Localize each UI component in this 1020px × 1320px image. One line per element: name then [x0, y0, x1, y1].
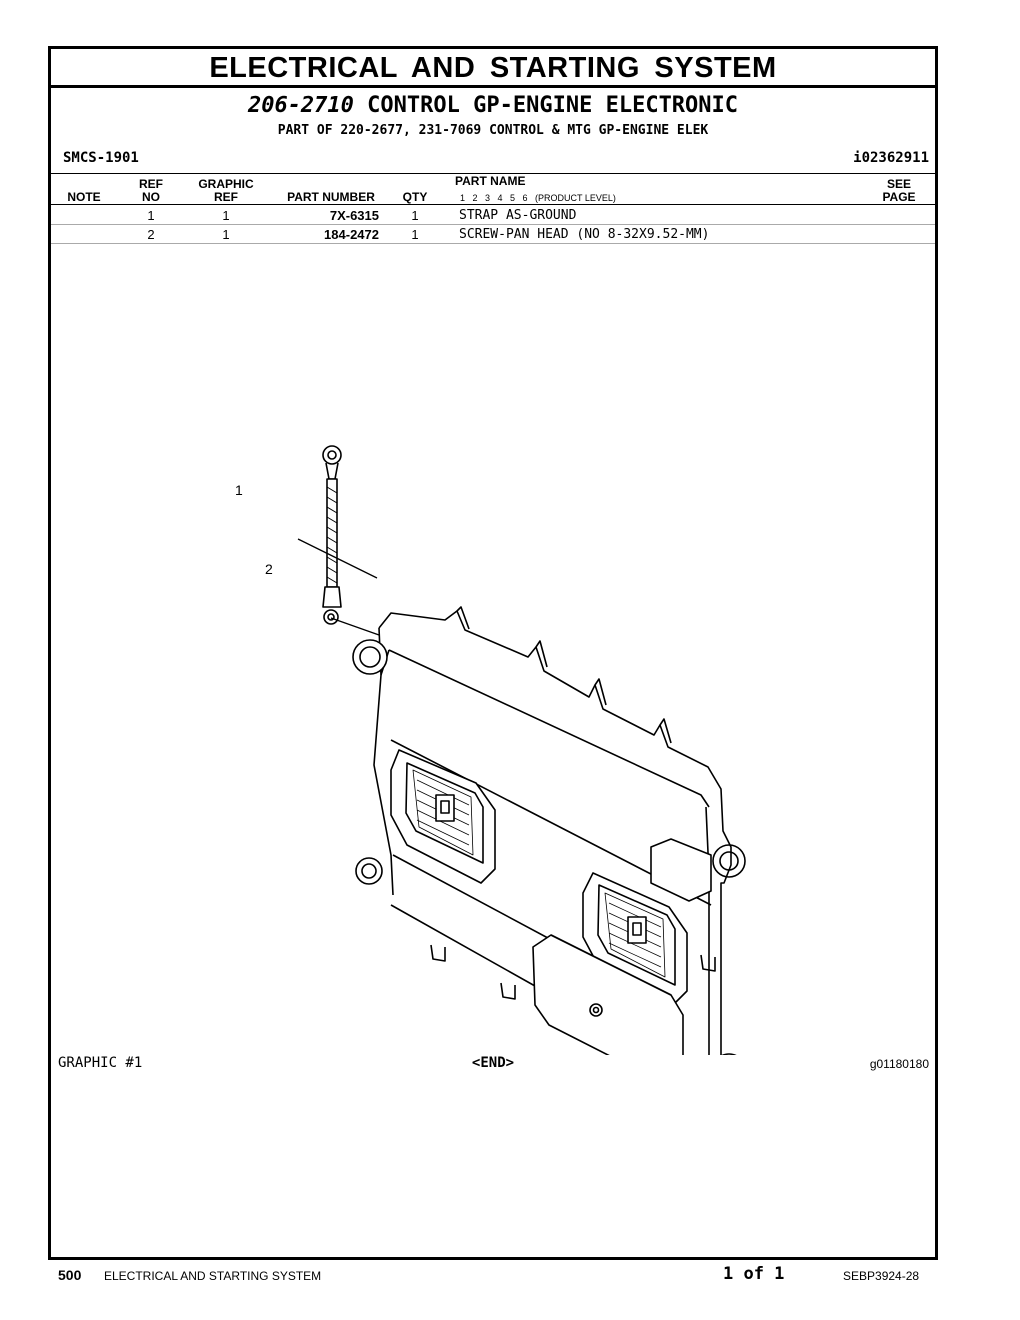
- row-divider: [51, 243, 935, 244]
- col-see-bottom: PAGE: [882, 190, 916, 204]
- row-part-name: STRAP AS-GROUND: [459, 208, 577, 223]
- row-graphic-ref: 1: [222, 227, 230, 242]
- group-title: [51, 93, 935, 118]
- group-name: CONTROL GP-ENGINE ELECTRONIC: [367, 93, 739, 118]
- row-part-name: SCREW-PAN HEAD (NO 8-32X9.52-MM): [459, 227, 710, 242]
- row-part-number: 184-2472: [324, 227, 379, 242]
- row-qty: 1: [411, 208, 419, 223]
- callout-2-leader: [331, 618, 379, 635]
- smcs-code: SMCS-1901: [63, 150, 139, 166]
- illustration-id: i02362911: [853, 150, 929, 166]
- page-frame: [48, 46, 938, 1260]
- col-part-name: PART NAME: [455, 174, 526, 188]
- row-qty: 1: [411, 227, 419, 242]
- end-marker: <END>: [471, 1055, 515, 1071]
- row-graphic-ref: 1: [222, 208, 230, 223]
- col-graphic-bottom: REF: [214, 190, 238, 204]
- col-part-number: PART NUMBER: [287, 190, 375, 204]
- table-header-rule: [51, 204, 935, 205]
- group-part-number: 206-2710: [247, 93, 354, 118]
- col-note: NOTE: [67, 190, 101, 204]
- col-qty: QTY: [402, 190, 428, 204]
- ecm-illustration: [231, 435, 771, 1055]
- pan-head-screw: [324, 610, 338, 624]
- product-level: 1 2 3 4 5 6 (PRODUCT LEVEL): [460, 193, 616, 203]
- row-ref-no: 1: [147, 208, 155, 223]
- row-divider: [51, 224, 935, 225]
- footer-page-of: 1 of 1: [723, 1264, 785, 1284]
- ground-strap: [323, 446, 341, 607]
- row-part-number: 7X-6315: [329, 208, 379, 223]
- part-of-line: PART OF 220-2677, 231-7069 CONTROL & MTG GP-ENGINE ELEK: [277, 123, 709, 138]
- graphic-label: GRAPHIC #1: [58, 1055, 143, 1071]
- graphic-number: g01180180: [869, 1057, 929, 1071]
- footer-document-id: SEBP3924-28: [843, 1269, 920, 1283]
- col-ref-top: REF: [139, 177, 163, 191]
- callout-2: 2: [265, 561, 273, 577]
- housing-block: [651, 839, 711, 901]
- callout-1: 1: [235, 482, 243, 498]
- col-graphic-top: GRAPHIC: [198, 177, 254, 191]
- footer-page-number: 500: [58, 1267, 82, 1283]
- row-ref-no: 2: [147, 227, 155, 242]
- footer-section: ELECTRICAL AND STARTING SYSTEM: [104, 1269, 322, 1283]
- col-see-top: SEE: [886, 177, 911, 191]
- col-ref-bottom: NO: [142, 190, 160, 204]
- section-title: ELECTRICAL AND STARTING SYSTEM: [51, 49, 935, 88]
